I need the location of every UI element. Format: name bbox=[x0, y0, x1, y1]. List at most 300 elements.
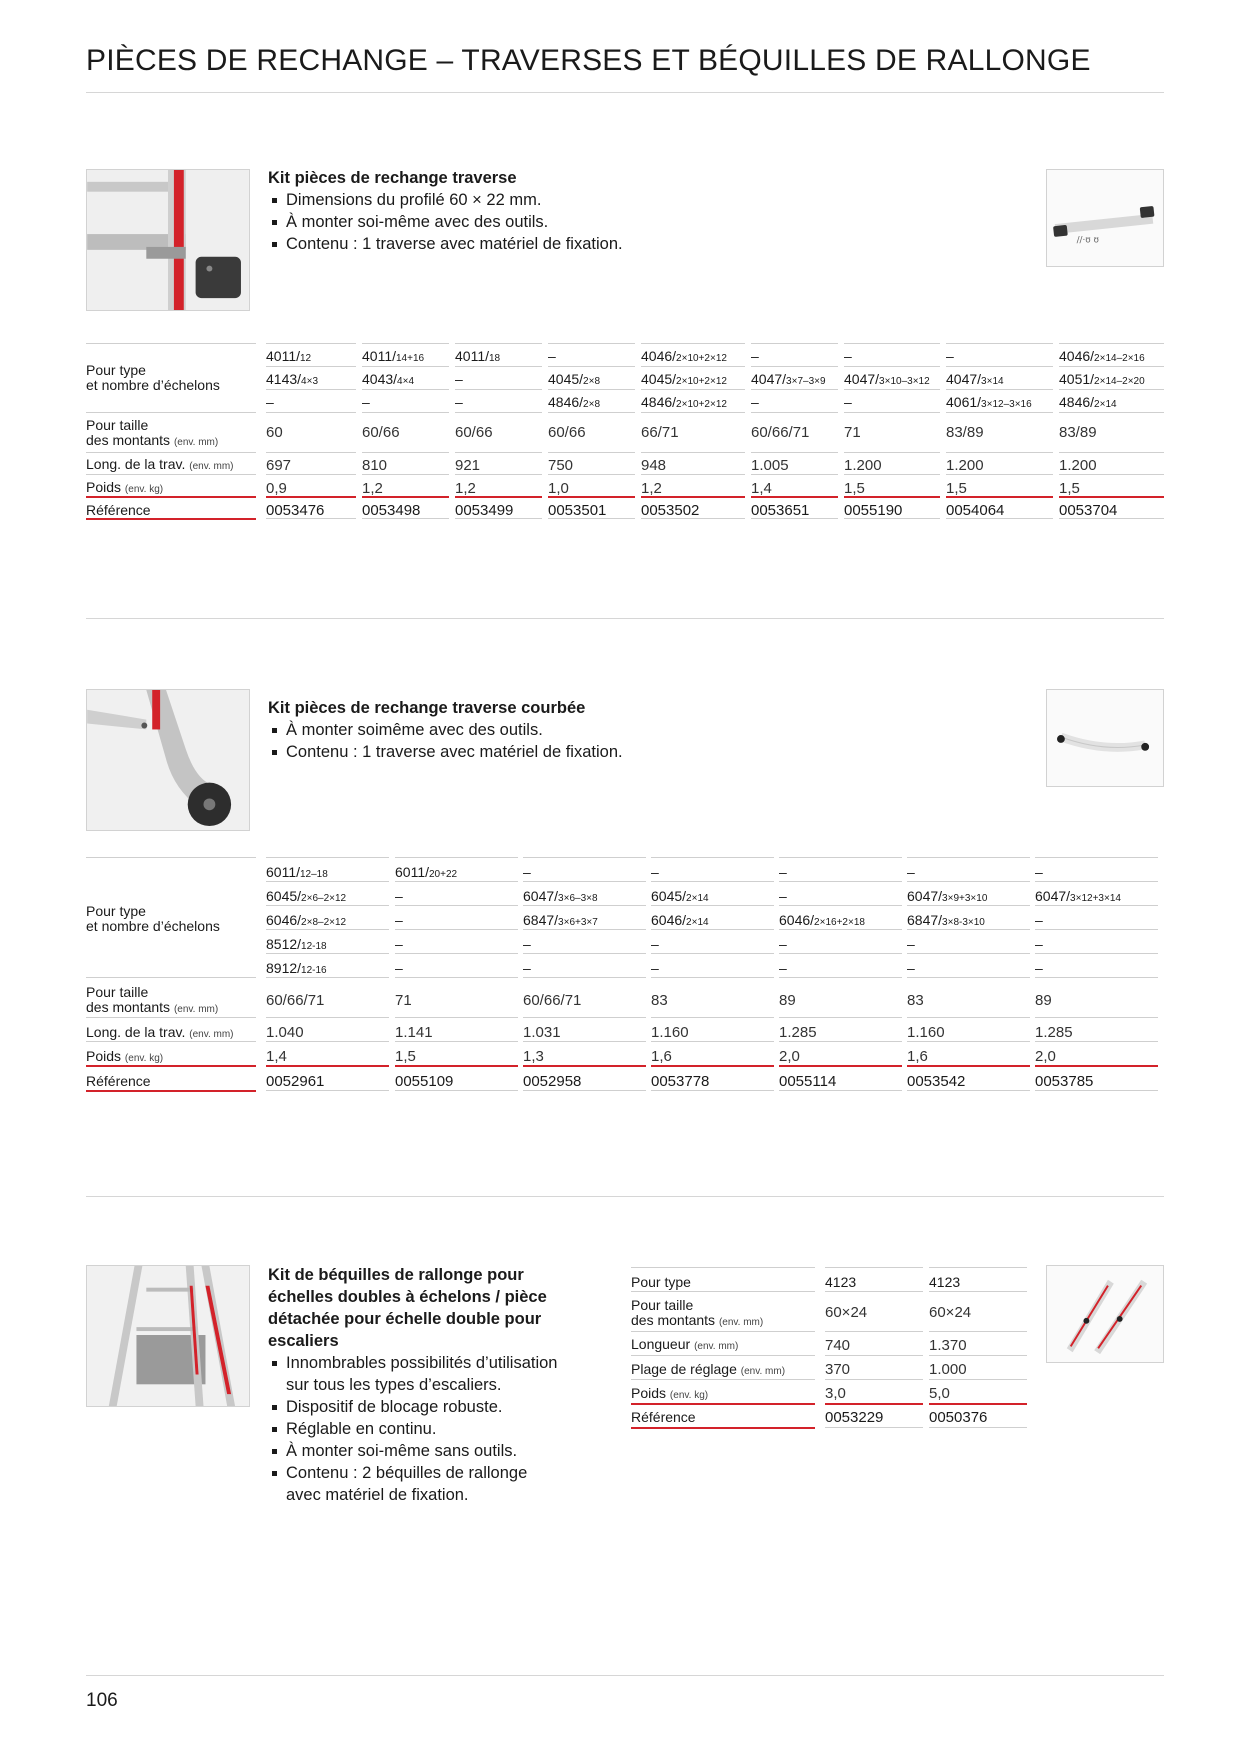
table-cell: 6046/2×8–2×12 bbox=[266, 913, 347, 928]
table-cell: 1.000 bbox=[929, 1362, 967, 1377]
table-rule bbox=[1035, 929, 1158, 930]
table-rule bbox=[266, 1090, 389, 1091]
table-cell: 2,0 bbox=[1035, 1049, 1056, 1064]
table-cell: 4043/4×4 bbox=[362, 372, 415, 387]
table-rule bbox=[1035, 1090, 1158, 1091]
feature-item: À monter soimême avec des outils. bbox=[268, 719, 868, 741]
table-cell: 4123 bbox=[929, 1275, 961, 1290]
table-rule bbox=[548, 412, 635, 413]
table-cell: – bbox=[266, 395, 274, 410]
table-rule-red bbox=[631, 1427, 815, 1429]
table-rule bbox=[86, 474, 256, 475]
table-rule bbox=[844, 412, 940, 413]
table-rule bbox=[1059, 389, 1164, 390]
table-rule bbox=[266, 389, 356, 390]
table-rule bbox=[844, 518, 940, 519]
table-rule bbox=[1059, 412, 1164, 413]
table-rule bbox=[362, 389, 449, 390]
table-cell: 1,2 bbox=[362, 481, 383, 496]
table-cell: – bbox=[844, 349, 852, 364]
table-rule bbox=[548, 452, 635, 453]
table-rule bbox=[946, 343, 1053, 344]
table-rule bbox=[907, 881, 1030, 882]
table-cell: 1,5 bbox=[395, 1049, 416, 1064]
feature-item: Contenu : 1 traverse avec matériel de fixation. bbox=[268, 233, 868, 255]
table-cell: 0,9 bbox=[266, 481, 287, 496]
table-rule-red bbox=[86, 496, 256, 498]
table-rule bbox=[1059, 452, 1164, 453]
product-description-curved bbox=[268, 697, 868, 763]
table-rule bbox=[86, 1041, 256, 1042]
table-rule bbox=[641, 366, 745, 367]
table-rule bbox=[651, 953, 774, 954]
table-cell: – bbox=[844, 395, 852, 410]
table-rule bbox=[86, 343, 256, 344]
table-cell: 1,5 bbox=[844, 481, 865, 496]
table-cell: 0053542 bbox=[907, 1074, 966, 1089]
table-rule-red bbox=[651, 1065, 774, 1067]
table-cell: – bbox=[1035, 865, 1043, 880]
row-label-type: Pour type et nombre d’échelons bbox=[86, 362, 220, 393]
table-cell: 1.200 bbox=[946, 458, 984, 473]
table-cell: 6011/20+22 bbox=[395, 865, 458, 880]
table-cell: 89 bbox=[779, 993, 796, 1008]
table-rule bbox=[523, 953, 646, 954]
table-cell: 1,2 bbox=[641, 481, 662, 496]
table-cell: 0052961 bbox=[266, 1074, 325, 1089]
table-cell: 0053476 bbox=[266, 503, 325, 518]
table-cell: 60/66 bbox=[362, 425, 400, 440]
table-rule bbox=[946, 474, 1053, 475]
table-rule-red bbox=[641, 496, 745, 498]
table-cell: 1.160 bbox=[907, 1025, 945, 1040]
row-label-length: Long. de la trav. (env. mm) bbox=[86, 456, 234, 472]
table-rule bbox=[825, 1355, 923, 1356]
table-rule bbox=[86, 857, 256, 858]
row-label-length: Long. de la trav. (env. mm) bbox=[86, 1024, 234, 1040]
table-cell: 83/89 bbox=[1059, 425, 1097, 440]
table-cell: 6046/2×14 bbox=[651, 913, 709, 928]
table-rule bbox=[395, 1017, 518, 1018]
table-rule bbox=[395, 977, 518, 978]
table-rule bbox=[641, 474, 745, 475]
table-cell: 6046/2×16+2×18 bbox=[779, 913, 865, 928]
table-cell: 1,4 bbox=[266, 1049, 287, 1064]
table-rule bbox=[266, 1017, 389, 1018]
table-rule bbox=[641, 389, 745, 390]
table-rule bbox=[641, 452, 745, 453]
table-rule bbox=[844, 366, 940, 367]
table-cell: 6847/3×6+3×7 bbox=[523, 913, 598, 928]
table-cell: 0054064 bbox=[946, 503, 1005, 518]
table-rule bbox=[907, 977, 1030, 978]
table-rule bbox=[751, 343, 838, 344]
table-cell: 83/89 bbox=[946, 425, 984, 440]
table-rule-red bbox=[395, 1065, 518, 1067]
table-rule bbox=[946, 518, 1053, 519]
row-label-plage: Plage de réglage (env. mm) bbox=[631, 1361, 786, 1377]
page-title: PIÈCES DE RECHANGE – TRAVERSES ET BÉQUILLES DE RALLONGE bbox=[86, 44, 1091, 77]
table-rule bbox=[548, 343, 635, 344]
product-description-extension-legs bbox=[268, 1264, 608, 1506]
table-rule bbox=[362, 366, 449, 367]
table-cell: – bbox=[779, 889, 787, 904]
row-label-weight: Poids (env. kg) bbox=[86, 479, 164, 495]
table-cell: 4045/2×8 bbox=[548, 372, 601, 387]
table-cell: 750 bbox=[548, 458, 574, 473]
table-rule-red bbox=[266, 1065, 389, 1067]
table-cell: 2,0 bbox=[779, 1049, 800, 1064]
table-cell: 60/66 bbox=[548, 425, 586, 440]
table-rule bbox=[946, 366, 1053, 367]
table-rule bbox=[779, 953, 902, 954]
table-rule bbox=[548, 389, 635, 390]
feature-list bbox=[268, 1352, 608, 1506]
table-rule-red bbox=[751, 496, 838, 498]
table-cell: 740 bbox=[825, 1338, 851, 1353]
table-cell: 1,4 bbox=[751, 481, 772, 496]
table-rule-red bbox=[86, 1090, 256, 1092]
table-cell: 4011/14+16 bbox=[362, 349, 425, 364]
table-cell: 71 bbox=[395, 993, 412, 1008]
table-rule bbox=[455, 389, 542, 390]
table-cell: 1.285 bbox=[1035, 1025, 1073, 1040]
feature-list bbox=[268, 719, 868, 763]
svg-text://·ʊ ʊ: //·ʊ ʊ bbox=[1076, 235, 1099, 246]
table-rule bbox=[641, 518, 745, 519]
table-cell: 0055190 bbox=[844, 503, 903, 518]
table-rule bbox=[631, 1355, 815, 1356]
table-cell: 4846/2×10+2×12 bbox=[641, 395, 727, 410]
table-cell: – bbox=[395, 889, 403, 904]
table-rule bbox=[825, 1379, 923, 1380]
traverse-product-photo bbox=[1046, 169, 1164, 267]
table-rule bbox=[907, 857, 1030, 858]
table-cell: 810 bbox=[362, 458, 388, 473]
table-cell: 1.005 bbox=[751, 458, 789, 473]
table-rule bbox=[651, 881, 774, 882]
table-cell: 4051/2×14–2×20 bbox=[1059, 372, 1145, 387]
table-cell: 89 bbox=[1035, 993, 1052, 1008]
table-rule bbox=[1059, 366, 1164, 367]
table-cell: 1.285 bbox=[779, 1025, 817, 1040]
table-cell: 0053651 bbox=[751, 503, 810, 518]
table-rule bbox=[929, 1331, 1027, 1332]
table-rule-red bbox=[86, 1065, 256, 1067]
feature-item: Dimensions du profilé 60 × 22 mm. bbox=[268, 189, 868, 211]
table-rule bbox=[523, 857, 646, 858]
table-rule-red bbox=[779, 1065, 902, 1067]
table-rule-red bbox=[631, 1403, 815, 1405]
table-rule bbox=[929, 1267, 1027, 1268]
table-rule bbox=[395, 1041, 518, 1042]
table-rule bbox=[779, 1041, 902, 1042]
row-label-weight: Poids (env. kg) bbox=[631, 1385, 709, 1401]
table-cell: 83 bbox=[651, 993, 668, 1008]
table-rule bbox=[548, 518, 635, 519]
table-rule bbox=[751, 389, 838, 390]
table-rule bbox=[907, 1041, 1030, 1042]
table-rule-red bbox=[523, 1065, 646, 1067]
table-rule bbox=[1059, 474, 1164, 475]
table-rule-red bbox=[455, 496, 542, 498]
table-cell: 4061/3×12–3×16 bbox=[946, 395, 1032, 410]
row-label-taille: Pour taille des montants (env. mm) bbox=[86, 984, 219, 1015]
table-rule bbox=[825, 1427, 923, 1428]
table-rule bbox=[779, 977, 902, 978]
table-rule bbox=[651, 857, 774, 858]
table-cell: 921 bbox=[455, 458, 481, 473]
table-cell: 4046/2×14–2×16 bbox=[1059, 349, 1145, 364]
table-rule bbox=[631, 1267, 815, 1268]
table-rule bbox=[362, 412, 449, 413]
table-rule-red bbox=[266, 496, 356, 498]
feature-item: Contenu : 2 béquilles de rallonge avec matériel de fixation. bbox=[268, 1462, 608, 1506]
table-cell: 1,6 bbox=[907, 1049, 928, 1064]
table-rule bbox=[907, 1017, 1030, 1018]
table-rule bbox=[455, 518, 542, 519]
row-label-taille: Pour taille des montants (env. mm) bbox=[86, 417, 219, 448]
table-rule bbox=[86, 1017, 256, 1018]
table-cell: 5,0 bbox=[929, 1386, 950, 1401]
table-cell: 6045/2×14 bbox=[651, 889, 709, 904]
table-cell: 4011/12 bbox=[266, 349, 312, 364]
table-rule bbox=[779, 905, 902, 906]
table-cell: – bbox=[651, 961, 659, 976]
table-rule bbox=[751, 366, 838, 367]
table-rule bbox=[266, 474, 356, 475]
table-rule bbox=[779, 881, 902, 882]
table-cell: 0053502 bbox=[641, 503, 700, 518]
table-cell: 948 bbox=[641, 458, 667, 473]
table-rule bbox=[1035, 857, 1158, 858]
table-cell: 0055114 bbox=[779, 1074, 837, 1089]
table-cell: 1.160 bbox=[651, 1025, 689, 1040]
table-rule bbox=[751, 412, 838, 413]
table-cell: 71 bbox=[844, 425, 861, 440]
table-rule-red bbox=[86, 518, 256, 520]
table-cell: – bbox=[779, 865, 787, 880]
row-label-longueur: Longueur (env. mm) bbox=[631, 1336, 739, 1352]
table-cell: 1.031 bbox=[523, 1025, 561, 1040]
table-rule bbox=[86, 977, 256, 978]
table-rule-red bbox=[844, 496, 940, 498]
product-title: Kit pièces de rechange traverse bbox=[268, 169, 517, 187]
feature-item: Dispositif de blocage robuste. bbox=[268, 1396, 608, 1418]
table-cell: 4047/3×7–3×9 bbox=[751, 372, 826, 387]
table-cell: – bbox=[548, 349, 556, 364]
table-cell: – bbox=[779, 961, 787, 976]
table-cell: 0055109 bbox=[395, 1074, 454, 1089]
table-rule bbox=[651, 1017, 774, 1018]
table-rule bbox=[266, 518, 356, 519]
table-rule bbox=[455, 452, 542, 453]
table-rule bbox=[266, 412, 356, 413]
table-cell: 1.141 bbox=[395, 1025, 433, 1040]
table-cell: 8512/12-18 bbox=[266, 937, 327, 952]
table-cell: 66/71 bbox=[641, 425, 679, 440]
table-rule bbox=[651, 1090, 774, 1091]
table-cell: 6047/3×12+3×14 bbox=[1035, 889, 1121, 904]
table-rule bbox=[266, 1041, 389, 1042]
table-cell: – bbox=[946, 349, 954, 364]
table-cell: 6847/3×8-3×10 bbox=[907, 913, 985, 928]
table-cell: 60/66/71 bbox=[266, 993, 325, 1008]
table-rule bbox=[266, 366, 356, 367]
table-rule bbox=[844, 474, 940, 475]
table-rule-red bbox=[825, 1403, 923, 1405]
header-divider bbox=[86, 92, 1164, 93]
table-cell: 0053785 bbox=[1035, 1074, 1094, 1089]
table-cell: – bbox=[651, 937, 659, 952]
table-rule bbox=[455, 366, 542, 367]
table-rule bbox=[907, 953, 1030, 954]
table-cell: – bbox=[779, 937, 787, 952]
table-rule bbox=[929, 1379, 1027, 1380]
table-cell: 697 bbox=[266, 458, 292, 473]
feature-item: À monter soi-même avec des outils. bbox=[268, 211, 868, 233]
table-rule bbox=[1059, 518, 1164, 519]
curved-traverse-product-photo bbox=[1046, 689, 1164, 787]
table-rule bbox=[825, 1267, 923, 1268]
table-cell: 6011/12–18 bbox=[266, 865, 328, 880]
product-title: Kit pièces de rechange traverse courbée bbox=[268, 699, 586, 717]
table-rule bbox=[266, 452, 356, 453]
table-cell: – bbox=[907, 865, 915, 880]
table-cell: 1,0 bbox=[548, 481, 569, 496]
table-cell: 1,2 bbox=[455, 481, 476, 496]
table-cell: 0053229 bbox=[825, 1410, 884, 1425]
table-cell: 1.040 bbox=[266, 1025, 304, 1040]
section-divider bbox=[86, 618, 1164, 619]
table-rule bbox=[523, 1017, 646, 1018]
table-cell: 60/66/71 bbox=[523, 993, 582, 1008]
table-cell: – bbox=[1035, 937, 1043, 952]
table-rule bbox=[395, 929, 518, 930]
extension-legs-product-photo bbox=[1046, 1265, 1164, 1363]
feature-item: Réglable en continu. bbox=[268, 1418, 608, 1440]
table-cell: 1.200 bbox=[1059, 458, 1097, 473]
table-cell: 83 bbox=[907, 993, 924, 1008]
table-rule bbox=[266, 857, 389, 858]
table-rule bbox=[1035, 1017, 1158, 1018]
table-rule bbox=[1035, 953, 1158, 954]
table-cell: 1,6 bbox=[651, 1049, 672, 1064]
table-rule bbox=[395, 857, 518, 858]
table-cell: 4011/18 bbox=[455, 349, 501, 364]
table-rule bbox=[946, 389, 1053, 390]
table-cell: 60 bbox=[266, 425, 283, 440]
table-cell: – bbox=[362, 395, 370, 410]
feature-item: À monter soi-même sans outils. bbox=[268, 1440, 608, 1462]
table-cell: 60×24 bbox=[825, 1305, 868, 1320]
table-cell: 0053501 bbox=[548, 503, 607, 518]
table-rule bbox=[631, 1291, 815, 1292]
table-cell: 370 bbox=[825, 1362, 851, 1377]
table-cell: – bbox=[1035, 913, 1043, 928]
table-rule bbox=[455, 412, 542, 413]
table-cell: 4846/2×8 bbox=[548, 395, 601, 410]
table-cell: 4047/3×14 bbox=[946, 372, 1004, 387]
table-cell: – bbox=[523, 937, 531, 952]
table-cell: – bbox=[651, 865, 659, 880]
row-label-reference: Référence bbox=[86, 502, 151, 518]
table-rule bbox=[779, 1090, 902, 1091]
table-rule bbox=[86, 452, 256, 453]
table-cell: 1.200 bbox=[844, 458, 882, 473]
row-label-reference: Référence bbox=[631, 1409, 696, 1425]
table-rule bbox=[651, 977, 774, 978]
table-rule bbox=[641, 412, 745, 413]
table-rule-red bbox=[946, 496, 1053, 498]
row-label-type: Pour type bbox=[631, 1274, 691, 1290]
table-rule bbox=[779, 1017, 902, 1018]
table-cell: 6045/2×6–2×12 bbox=[266, 889, 347, 904]
table-cell: 0053499 bbox=[455, 503, 514, 518]
feature-list bbox=[268, 189, 868, 255]
table-cell: 0053498 bbox=[362, 503, 421, 518]
table-cell: – bbox=[395, 961, 403, 976]
table-rule bbox=[266, 343, 356, 344]
table-cell: – bbox=[395, 937, 403, 952]
table-rule bbox=[631, 1331, 815, 1332]
table-cell: 4046/2×10+2×12 bbox=[641, 349, 727, 364]
table-cell: 0052958 bbox=[523, 1074, 582, 1089]
extension-leg-photo bbox=[86, 1265, 250, 1407]
table-cell: 1,5 bbox=[946, 481, 967, 496]
table-rule bbox=[523, 1041, 646, 1042]
table-rule bbox=[523, 881, 646, 882]
table-rule bbox=[1059, 343, 1164, 344]
table-rule bbox=[779, 857, 902, 858]
table-cell: – bbox=[523, 865, 531, 880]
table-cell: 4846/2×14 bbox=[1059, 395, 1117, 410]
section-divider bbox=[86, 1196, 1164, 1197]
table-rule bbox=[86, 412, 256, 413]
table-cell: – bbox=[455, 372, 463, 387]
table-rule bbox=[523, 1090, 646, 1091]
table-cell: 4047/3×10–3×12 bbox=[844, 372, 930, 387]
table-rule bbox=[946, 412, 1053, 413]
footer-divider bbox=[86, 1675, 1164, 1676]
table-cell: 60/66/71 bbox=[751, 425, 810, 440]
table-rule bbox=[548, 366, 635, 367]
table-rule-red bbox=[548, 496, 635, 498]
table-cell: – bbox=[907, 937, 915, 952]
table-rule bbox=[362, 474, 449, 475]
table-rule-red bbox=[362, 496, 449, 498]
table-cell: – bbox=[455, 395, 463, 410]
table-rule bbox=[395, 905, 518, 906]
table-rule bbox=[929, 1355, 1027, 1356]
table-rule-red bbox=[1035, 1065, 1158, 1067]
row-label-type: Pour type et nombre d’échelons bbox=[86, 903, 220, 934]
table-rule bbox=[641, 343, 745, 344]
table-cell: 0053704 bbox=[1059, 503, 1118, 518]
row-label-reference: Référence bbox=[86, 1073, 151, 1089]
table-rule bbox=[362, 518, 449, 519]
product-title: Kit de béquilles de rallonge pour échelles doubles à échelons / pièce détachée pour échelle double pour escaliers bbox=[268, 1266, 547, 1350]
table-rule bbox=[751, 474, 838, 475]
table-rule bbox=[455, 343, 542, 344]
table-rule-red bbox=[929, 1403, 1027, 1405]
table-cell: – bbox=[395, 913, 403, 928]
table-cell: 8912/12-16 bbox=[266, 961, 327, 976]
table-cell: – bbox=[751, 349, 759, 364]
table-cell: – bbox=[523, 961, 531, 976]
table-cell: – bbox=[1035, 961, 1043, 976]
ladder-rung-photo bbox=[86, 169, 250, 311]
